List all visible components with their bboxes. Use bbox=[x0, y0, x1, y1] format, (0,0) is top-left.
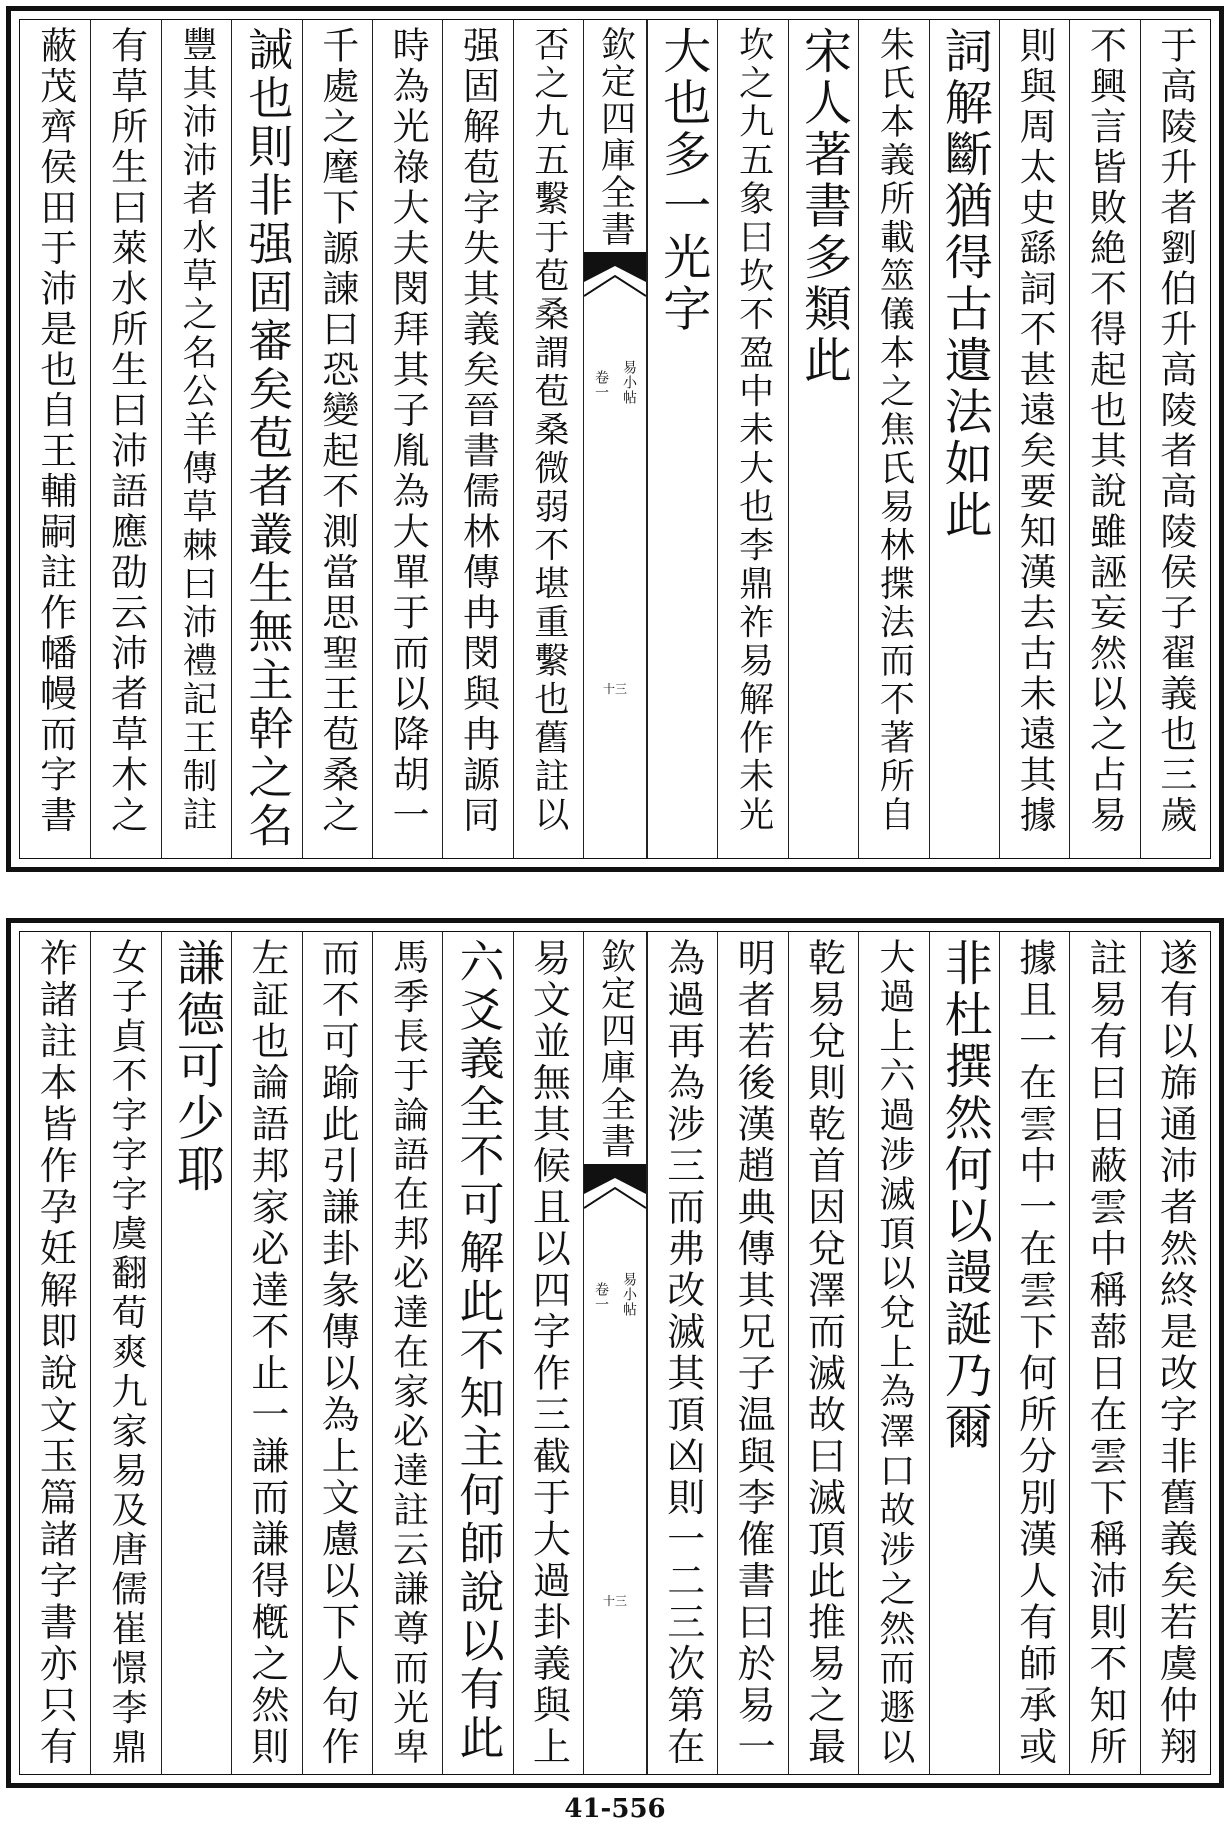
top-left-column-text: 時為光祿大夫閔拜其子胤為大單于而以降胡一 bbox=[386, 26, 430, 836]
bottom-left-column-text: 女子貞不字字字虞翻荀爽九家易及唐儒崔憬李鼎 bbox=[106, 938, 148, 1768]
bottom-left-column-text: 左証也論語邦家必達不止一謙而謙得槪之然則 bbox=[244, 938, 289, 1768]
bottom-right-column-text: 註易有曰日蔽雲中稱蔀日在雲下稱沛則不知所 bbox=[1082, 938, 1127, 1768]
spine-page-number: 十三 bbox=[602, 682, 628, 696]
top-right-column bbox=[717, 20, 787, 858]
spine-volume: 卷一 bbox=[593, 1282, 609, 1312]
bottom-right-column bbox=[788, 932, 858, 1774]
bottom-left-column bbox=[513, 932, 583, 1774]
fish-tail-mark-icon bbox=[584, 1164, 646, 1228]
top-left-column bbox=[372, 20, 442, 858]
top-left-column bbox=[513, 20, 583, 858]
top-left-column bbox=[20, 20, 90, 858]
top-left-column-text: 否之九五繫于苞桑謂苞桑微弱不堪重繫也舊註以 bbox=[528, 26, 569, 835]
top-right-column bbox=[858, 20, 928, 858]
bottom-left-column-text: 而不可踰此引謙卦彖傳以為上文慮以下人句作 bbox=[315, 938, 360, 1768]
top-left-column-text: 有草所生曰萊水所生曰沛語應劭云沛者草木之 bbox=[104, 26, 148, 836]
bottom-left-column bbox=[442, 932, 512, 1774]
bottom-right-column bbox=[1140, 932, 1210, 1774]
top-right-column-text: 大也多一光字 bbox=[654, 26, 711, 335]
bottom-right-column-text: 非杜撰然何以謾誕乃爾 bbox=[936, 938, 993, 1453]
top-right-column-text: 詞解斷猶得古遺法如此 bbox=[936, 26, 993, 541]
bottom-right-column-text: 遂有以旆通沛者然終是改字非舊義矣若虞仲翔 bbox=[1153, 938, 1198, 1768]
top-right-column bbox=[1069, 20, 1139, 858]
top-right-column bbox=[788, 20, 858, 858]
top-right-column-text: 于高陵升者劉伯升高陵者高陵侯子翟義也三歲 bbox=[1153, 26, 1197, 836]
spine-book-name: 易小帖 bbox=[621, 360, 637, 405]
bottom-left-column-text: 謙德可少耶 bbox=[168, 938, 225, 1196]
top-left-column-text: 千處之麾下謜諫曰恐變起不測當思聖王苞桑之 bbox=[315, 26, 359, 836]
spine-page-number: 十三 bbox=[602, 1594, 628, 1608]
spine-title: 欽定四庫全書 bbox=[595, 26, 636, 248]
top-left-column-text: 强固解苞字失其義矣晉書儒林傳冉閔與冉謜同 bbox=[456, 26, 500, 836]
spine-volume: 卷一 bbox=[593, 370, 609, 400]
top-right-column bbox=[999, 20, 1069, 858]
bottom-right-column bbox=[1069, 932, 1139, 1774]
fish-tail-mark-icon bbox=[584, 252, 646, 316]
bottom-right-column bbox=[647, 932, 717, 1774]
bottom-right-column bbox=[858, 932, 928, 1774]
top-left-column bbox=[161, 20, 231, 858]
bottom-page-text-frame bbox=[19, 931, 1211, 1775]
top-right-column-text: 朱氏本義所載筮儀本之焦氏易林揲法而不著所自 bbox=[874, 26, 915, 835]
spine-title: 欽定四庫全書 bbox=[595, 938, 636, 1160]
bottom-page-panel bbox=[6, 918, 1224, 1788]
bottom-left-column-text: 易文並無其候且以四字作三截于大過卦義與上 bbox=[526, 938, 571, 1768]
top-page-text-frame bbox=[19, 19, 1211, 859]
bottom-left-column bbox=[372, 932, 442, 1774]
top-right-column-text: 不興言皆敗絶不得起也其說雖誣妄然以之占易 bbox=[1083, 26, 1127, 836]
bottom-left-column bbox=[90, 932, 160, 1774]
bottom-right-column-text: 明者若後漢趙典傳其兄子温與李傕書曰於易一 bbox=[731, 938, 776, 1768]
top-right-column bbox=[647, 20, 717, 858]
top-left-column-text: 誡也則非强固審矣苞者叢生無主幹之名 bbox=[240, 26, 294, 851]
top-right-column-text: 宋人著書多類此 bbox=[795, 26, 852, 387]
bottom-left-column-text: 六爻義全不可解此不知主何師說以有此 bbox=[451, 938, 505, 1763]
bottom-right-column-text: 為過再為涉三而弗改滅其頂凶則一二三次第在 bbox=[660, 938, 705, 1768]
book-spine-column bbox=[583, 932, 647, 1774]
top-right-column bbox=[1140, 20, 1210, 858]
top-right-column bbox=[929, 20, 999, 858]
top-left-column bbox=[302, 20, 372, 858]
top-left-column-text: 蔽茂齊侯田于沛是也自王輔嗣註作幡幔而字書 bbox=[33, 26, 77, 836]
bottom-right-column-text: 據且一在雲中一在雲下何所分別漢人有師承或 bbox=[1012, 938, 1057, 1768]
spine-book-name: 易小帖 bbox=[621, 1272, 637, 1317]
top-left-column-text: 豐其沛沛者水草之名公羊傳草棘曰沛禮記王制註 bbox=[176, 26, 217, 835]
bottom-right-column-text: 乾易兌則乾首因兌澤而滅故曰滅頂此推易之最 bbox=[801, 938, 846, 1768]
bottom-left-column bbox=[20, 932, 90, 1774]
bottom-left-column bbox=[231, 932, 301, 1774]
top-right-column-text: 坎之九五象曰坎不盈中未大也李鼎祚易解作未光 bbox=[733, 26, 774, 835]
book-spine-column bbox=[583, 20, 647, 858]
bottom-left-column-text: 馬季長于論語在邦必達在家必達註云謙尊而光卑 bbox=[387, 938, 429, 1768]
bottom-left-column-text: 祚諸註本皆作孕妊解即說文玉篇諸字書亦只有 bbox=[33, 938, 78, 1768]
top-page-panel bbox=[6, 6, 1224, 872]
top-right-column-text: 則與周太史繇詞不甚遠矣要知漢去古未遠其據 bbox=[1013, 26, 1057, 836]
bottom-right-column bbox=[929, 932, 999, 1774]
bottom-right-column bbox=[717, 932, 787, 1774]
top-left-column bbox=[90, 20, 160, 858]
bottom-left-column bbox=[161, 932, 231, 1774]
top-left-column bbox=[442, 20, 512, 858]
bottom-right-column bbox=[999, 932, 1069, 1774]
bottom-left-column bbox=[302, 932, 372, 1774]
top-left-column bbox=[231, 20, 301, 858]
bottom-right-column-text: 大過上六過涉滅頂以兌上為澤口故涉之然而遯以 bbox=[873, 938, 915, 1768]
page-number: 41-556 bbox=[564, 1794, 666, 1824]
